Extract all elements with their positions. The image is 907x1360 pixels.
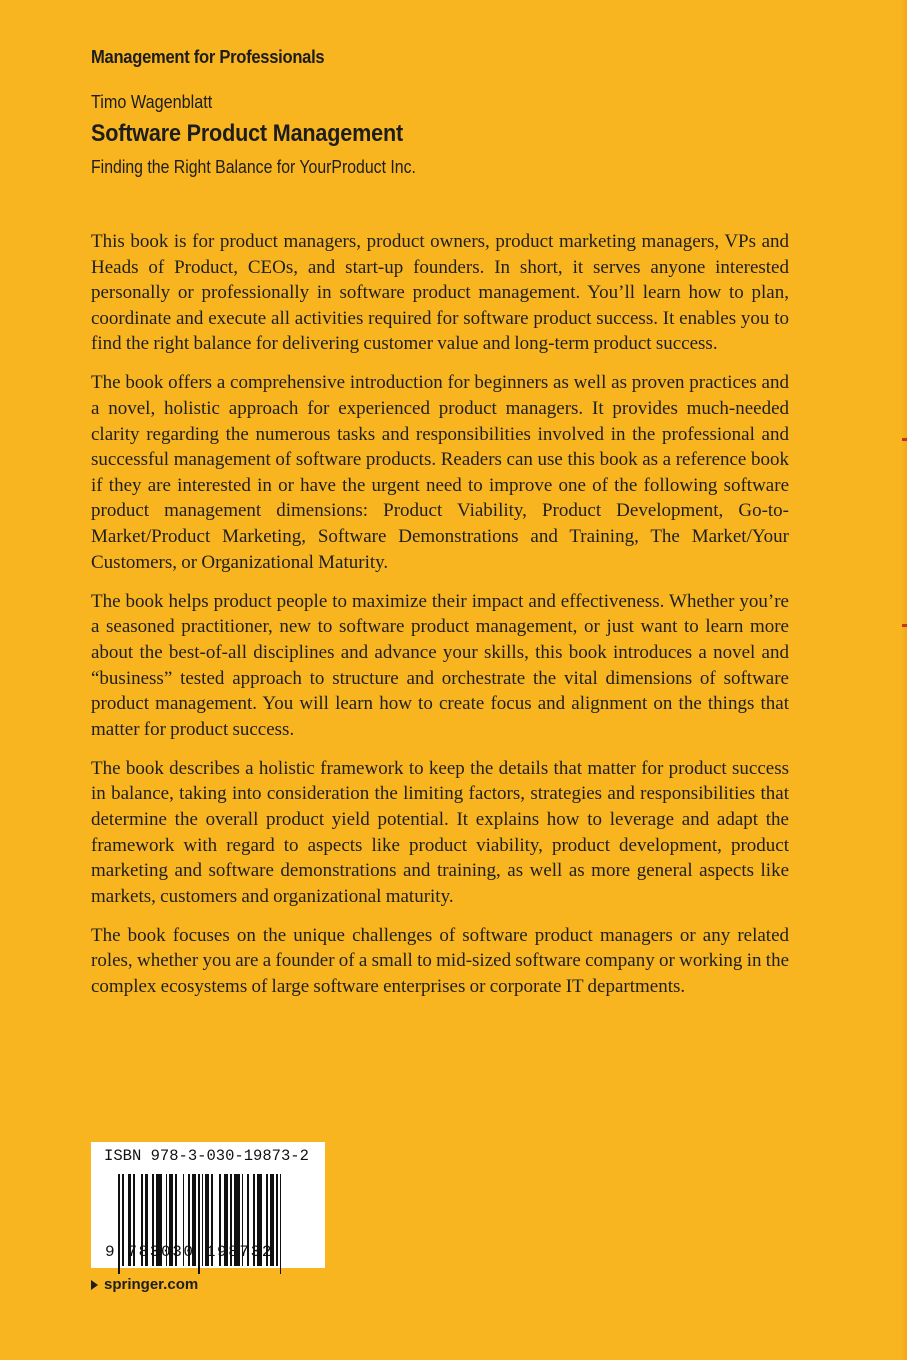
barcode-bar bbox=[280, 1174, 282, 1274]
blurb-paragraph: The book focuses on the unique challenges of software product managers or any related roles, whether you are a founder of a small to mid-sized software company or working in the complex ecosystems of large software enterprises or corporate IT departments. bbox=[91, 924, 789, 998]
publisher-url: springer.com bbox=[104, 1276, 199, 1293]
series-title: Management for Professionals bbox=[91, 47, 325, 67]
right-edge-shade bbox=[901, 0, 907, 1360]
blurb-paragraph: The book describes a holistic framework to keep the details that matter for product success in balance, taking into consideration the limiting factors, strategies and responsibilities that determine the overall product yield potential. It explains how to leverage and adapt the framework with regard to aspects like product viability, product development, product marketing and software demonstrations and training, as well as more general aspects like markets, customers and organizational maturity. bbox=[91, 757, 789, 907]
book-title: Software Product Management bbox=[91, 120, 403, 147]
barcode-digits: 9 783030 198732 bbox=[105, 1243, 274, 1261]
arrow-right-icon bbox=[91, 1280, 98, 1290]
isbn-label: ISBN 978-3-030-19873-2 bbox=[104, 1147, 309, 1165]
blurb-paragraph: This book is for product managers, product owners, product marketing managers, VPs and Heads of Product, CEOs, and start-up founders. In short, it serves anyone interested personally or professionally in software product management. You’ll learn how to plan, coordinate and execute all activities required for software product success. It enables you to find the right balance for delivering customer value and long-term product success. bbox=[91, 231, 789, 355]
back-cover-blurb bbox=[91, 229, 789, 1013]
blurb-paragraph: The book offers a comprehensive introduction for beginners as well as proven practices and a novel, holistic approach for experienced product managers. It provides much-needed clarity regarding the numerous tasks and responsibilities involved in the professional and successful management of software products. Readers can use this book as a reference book if they are interested in or have the urgent need to improve one of the following software product management dimensions: Product Viability, Product Development, Go-to-Market/Product Marketing, Software Demonstrations and Training, The Market/Your Customers, or Organizational Maturity. bbox=[91, 372, 789, 573]
isbn-barcode bbox=[91, 1142, 325, 1268]
barcode-bar bbox=[276, 1174, 278, 1266]
book-subtitle: Finding the Right Balance for YourProduct Inc. bbox=[91, 157, 416, 177]
edge-mark bbox=[902, 624, 907, 627]
edge-mark bbox=[902, 438, 907, 441]
blurb-paragraph: The book helps product people to maximize their impact and effectiveness. Whether you’re a seasoned practitioner, new to software product management, or just want to learn more about the best-of-all disciplines and advance your skills, this book introduces a novel and “business” tested approach to structure and orchestrate the vital dimensions of software product management. You will learn how to create focus and alignment on the things that matter for product success. bbox=[91, 590, 789, 740]
publisher-link[interactable] bbox=[91, 1276, 198, 1293]
author-name: Timo Wagenblatt bbox=[91, 92, 213, 112]
